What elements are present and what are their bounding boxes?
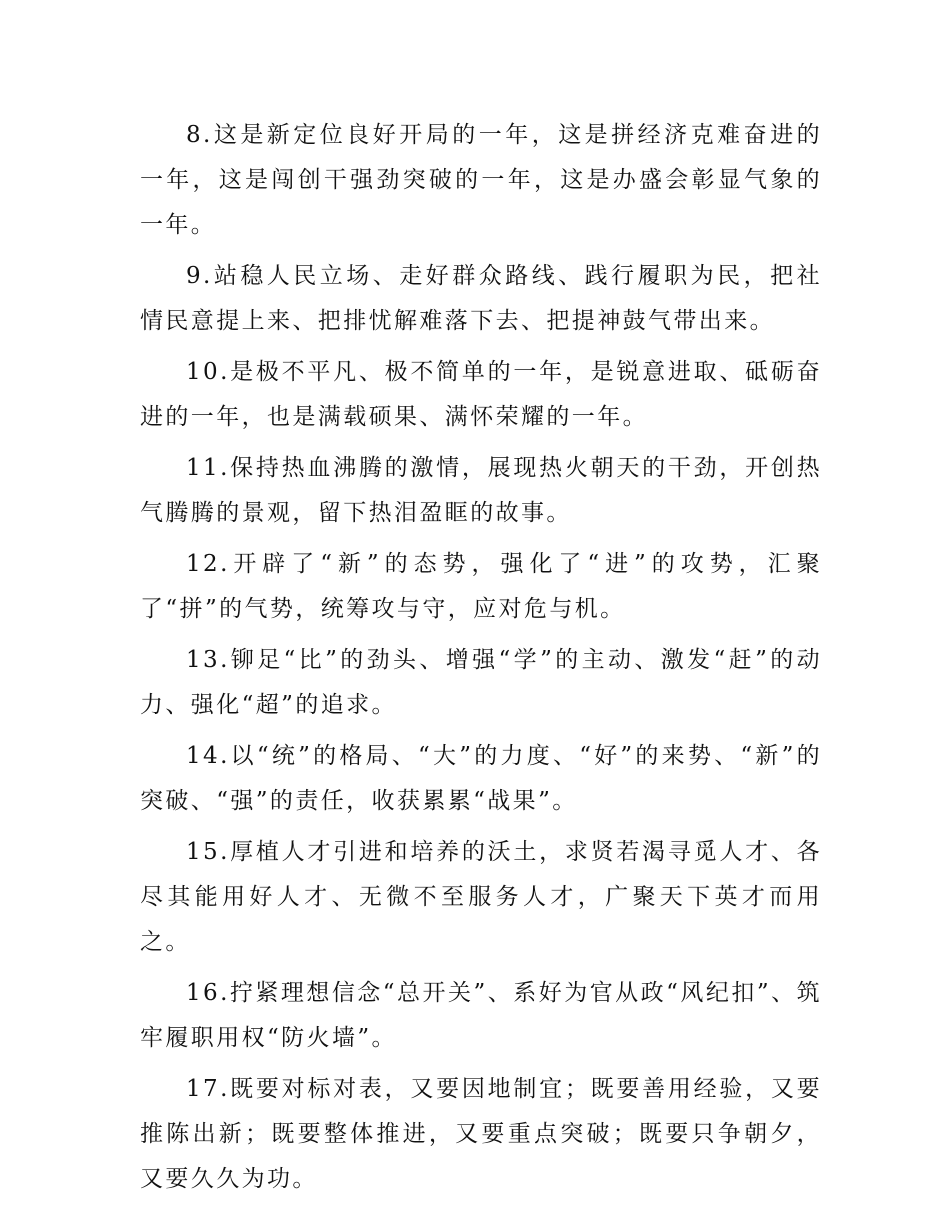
paragraph-16: 16.拧紧理想信念“总开关”、系好为官从政“风纪扣”、筑牢履职用权“防火墙”。 <box>140 980 822 1051</box>
paragraph-12: 12.开辟了“新”的态势，强化了“进”的攻势，汇聚了“拼”的气势，统筹攻与守，应对危与机。 <box>140 551 822 622</box>
paragraph-11: 11.保持热血沸腾的激情，展现热火朝天的干劲，开创热气腾腾的景观，留下热泪盈眶的故事。 <box>140 455 822 526</box>
document-body <box>140 113 822 1208</box>
paragraph-10: 10.是极不平凡、极不简单的一年，是锐意进取、砥砺奋进的一年，也是满载硕果、满怀荣耀的一年。 <box>140 359 822 430</box>
paragraph-17: 17.既要对标对表，又要因地制宜；既要善用经验，又要推陈出新；既要整体推进，又要重点突破；既要只争朝夕，又要久久为功。 <box>140 1076 822 1192</box>
paragraph-14: 14.以“统”的格局、“大”的力度、“好”的来势、“新”的突破、“强”的责任，收获累累“战果”。 <box>140 743 822 814</box>
paragraph-9: 9.站稳人民立场、走好群众路线、践行履职为民，把社情民意提上来、把排忧解难落下去、把提神鼓气带出来。 <box>140 263 822 334</box>
paragraph-8: 8.这是新定位良好开局的一年，这是拼经济克难奋进的一年，这是闯创干强劲突破的一年，这是办盛会彰显气象的一年。 <box>140 122 822 238</box>
paragraph-13: 13.铆足“比”的劲头、增强“学”的主动、激发“赶”的动力、强化“超”的追求。 <box>140 647 822 718</box>
paragraph-15: 15.厚植人才引进和培养的沃土，求贤若渴寻觅人才、各尽其能用好人才、无微不至服务人才，广聚天下英才而用之。 <box>140 839 822 955</box>
